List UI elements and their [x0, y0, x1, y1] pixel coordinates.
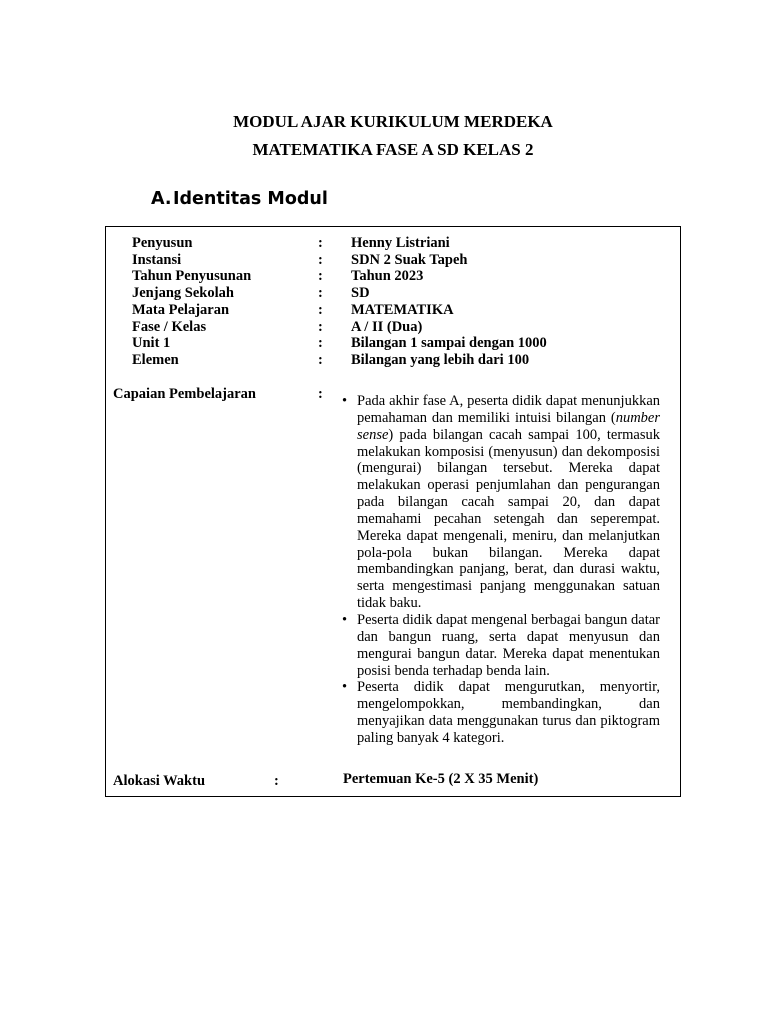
bullet-icon: • — [342, 611, 348, 628]
identity-value-unit: Bilangan 1 sampai dengan 1000 — [351, 335, 547, 352]
identity-value-jenjang: SD — [351, 285, 370, 302]
capaian-item — [342, 393, 660, 612]
document-subtitle: MATEMATIKA FASE A SD KELAS 2 — [252, 140, 534, 159]
alokasi-value: Pertemuan Ke-5 (2 X 35 Menit) — [343, 771, 539, 787]
capaian-list — [342, 393, 660, 747]
capaian-item-text: Pada akhir fase A, peserta didik dapat menunjukkan pemahaman dan memiliki intuisi bilangan ( — [357, 393, 660, 426]
identity-value-instansi: SDN 2 Suak Tapeh — [351, 251, 468, 268]
bullet-icon: • — [342, 679, 348, 696]
capaian-colon: : — [318, 386, 323, 402]
identity-colon: : — [318, 285, 323, 302]
identity-colon: : — [318, 318, 323, 335]
identity-colon: : — [318, 251, 323, 268]
section-heading — [151, 189, 328, 209]
identity-label-elemen: Elemen — [132, 351, 179, 368]
capaian-item-text: Peserta didik dapat mengenal berbagai bangun datar dan bangun ruang, serta dapat menyusun dan mengurai bangun datar. Mereka dapat menentukan posisi benda terhadap benda lain. — [357, 611, 660, 679]
capaian-item-text: Peserta didik dapat mengurutkan, menyortir, mengelompokkan, membandingkan, dan menyajikan data menggunakan turus dan piktogram paling banyak 4 kategori. — [357, 679, 660, 746]
identity-label-tahun: Tahun Penyusunan — [132, 268, 252, 285]
identity-value-elemen: Bilangan yang lebih dari 100 — [351, 351, 530, 368]
identity-value-penyusun: Henny Listriani — [351, 235, 450, 251]
identity-label-instansi: Instansi — [132, 251, 182, 268]
identity-colon: : — [318, 268, 323, 285]
identity-label-unit: Unit 1 — [132, 335, 171, 352]
identity-colon: : — [318, 235, 323, 251]
alokasi-colon: : — [274, 773, 279, 789]
document-title: MODUL AJAR KURIKULUM MERDEKA — [233, 112, 553, 131]
identity-colon: : — [318, 351, 323, 368]
capaian-item-italic: number sense — [357, 409, 660, 443]
identity-table — [105, 226, 681, 797]
capaian-label: Capaian Pembelajaran — [113, 386, 256, 402]
section-title: Identitas Modul — [173, 189, 328, 209]
identity-label-jenjang: Jenjang Sekolah — [132, 285, 234, 302]
alokasi-label: Alokasi Waktu — [113, 773, 206, 789]
capaian-item — [342, 679, 660, 746]
section-number: A. — [151, 189, 172, 209]
identity-value-mapel: MATEMATIKA — [351, 301, 454, 318]
identity-label-penyusun: Penyusun — [132, 235, 193, 251]
capaian-item-text: ) pada bilangan cacah sampai 100, termasuk melakukan komposisi (menyusun) dan dekomposisi (mengurai) bilangan tersebut. Mereka dapat melakukan operasi penjumlahan dan pengurangan pada bilangan cacah sampai 20, dan dapat memahami pecahan setengah dan seperempat. Mereka dapat mengenali, meniru, dan melanjutkan pola-pola bukan bilangan. Mereka dapat membandingkan panjang, berat, dan durasi waktu, serta mengestimasi panjang menggunakan satuan tidak baku. — [357, 426, 660, 612]
identity-label-mapel: Mata Pelajaran — [132, 301, 230, 318]
identity-value-tahun: Tahun 2023 — [351, 268, 424, 285]
identity-label-fase: Fase / Kelas — [132, 318, 207, 335]
bullet-icon: • — [342, 393, 348, 409]
capaian-item — [342, 612, 660, 679]
identity-colon: : — [318, 335, 323, 352]
identity-colon: : — [318, 301, 323, 318]
identity-value-fase: A / II (Dua) — [351, 318, 423, 335]
